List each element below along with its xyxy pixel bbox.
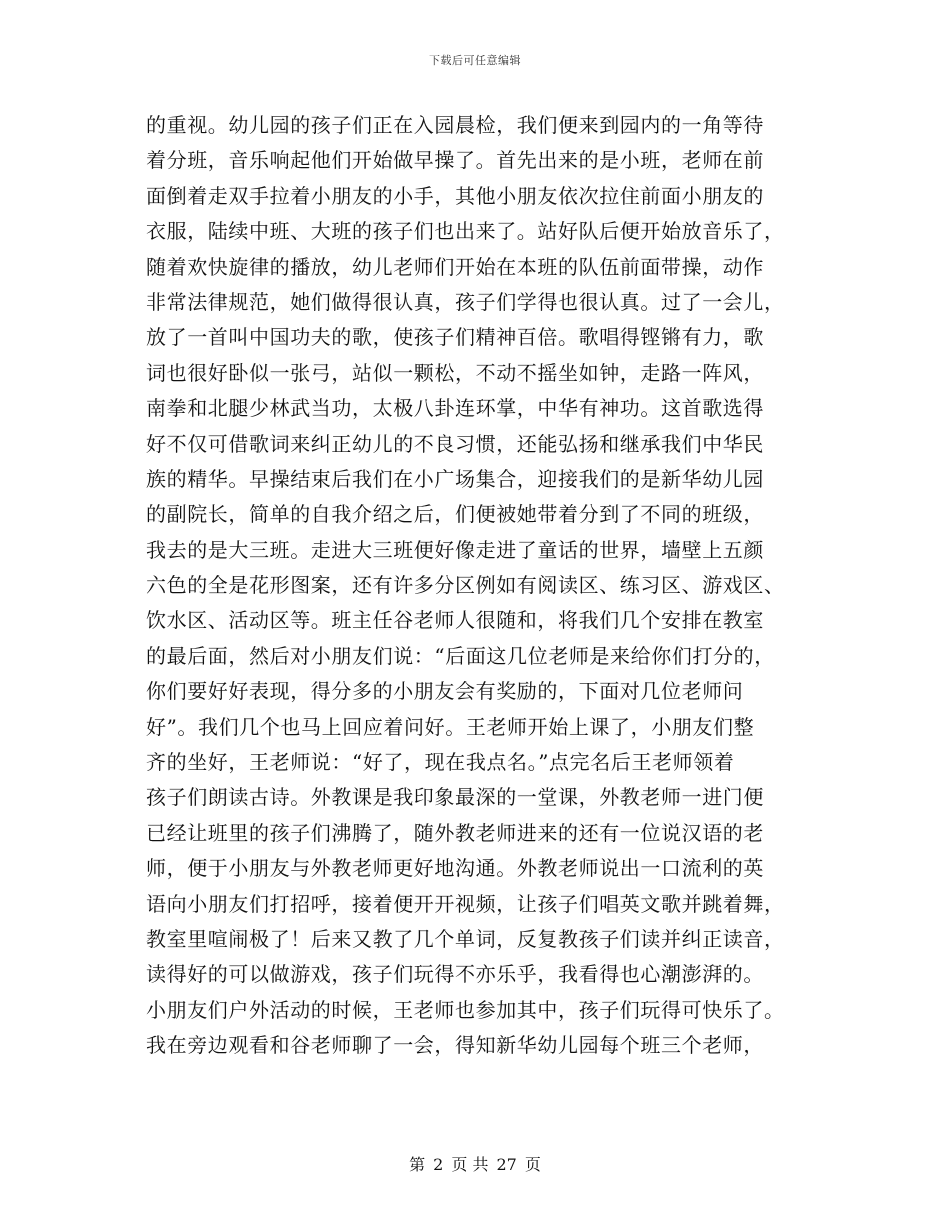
text-line: 面倒着走双手拉着小朋友的小手，其他小朋友依次拉住前面小朋友的 [146,183,764,208]
text-line: 好”。我们几个也马上回应着问好。王老师开始上课了，小朋友们整 [146,714,755,739]
text-line: 的重视。幼儿园的孩子们正在入园晨检，我们便来到园内的一角等待 [146,113,764,137]
text-line: 随着欢快旋律的播放，幼儿老师们开始在本班的队伍前面带操，动作 [146,254,764,279]
text-line: 教室里喧闹极了！后来又教了几个单词，反复教孩子们读并纠正读音， [146,926,785,951]
footer-suffix: 页 [524,1155,541,1174]
total-pages: 27 [496,1155,517,1174]
document-body [146,108,806,1064]
text-line: 读得好的可以做游戏，孩子们玩得不亦乐乎，我看得也心潮澎湃的。 [146,962,764,987]
text-line: 好不仅可借歌词来纠正幼儿的不良习惯，还能弘扬和继承我们中华民 [146,431,764,456]
footer-middle: 页 共 [451,1155,489,1174]
text-line: 族的精华。早操结束后我们在小广场集合，迎接我们的是新华幼儿园 [146,466,764,491]
text-line: 六色的全是花形图案，还有许多分区例如有阅读区、练习区、游戏区、 [146,573,785,598]
text-line: 南拳和北腿少林武当功，太极八卦连环掌，中华有神功。这首歌选得 [146,396,764,421]
text-line: 孩子们朗读古诗。外教课是我印象最深的一堂课，外教老师一进门便 [146,785,764,810]
text-line: 放了一首叫中国功夫的歌，使孩子们精神百倍。歌唱得铿锵有力，歌 [146,325,764,350]
text-line: 齐的坐好，王老师说：“好了，现在我点名。”点完名后王老师领着 [146,750,735,775]
footer-prefix: 第 [409,1155,426,1174]
page-footer [0,1152,950,1175]
text-line: 非常法律规范，她们做得很认真，孩子们学得也很认真。过了一会儿， [146,289,785,314]
text-line: 已经让班里的孩子们沸腾了，随外教老师进来的还有一位说汉语的老 [146,820,764,845]
text-line: 衣服，陆续中班、大班的孩子们也出来了。站好队后便开始放音乐了， [146,219,785,244]
text-line: 着分班，音乐响起他们开始做早操了。首先出来的是小班，老师在前 [146,148,764,173]
text-line: 你们要好好表现，得分多的小朋友会有奖励的，下面对几位老师问 [146,679,744,704]
text-line: 小朋友们户外活动的时候，王老师也参加其中，孩子们玩得可快乐了。 [146,997,785,1022]
text-line: 的副院长，简单的自我介绍之后，们便被她带着分到了不同的班级， [146,502,764,527]
page-header: 下载后可任意编辑 [429,54,521,67]
text-line: 的最后面，然后对小朋友们说：“后面这几位老师是来给你们打分的， [146,643,775,668]
text-line: 师，便于小朋友与外教老师更好地沟通。外教老师说出一口流利的英 [146,856,764,881]
text-line: 饮水区、活动区等。班主任谷老师人很随和，将我们几个安排在教室 [146,608,764,633]
text-line: 语向小朋友们打招呼，接着便开开视频，让孩子们唱英文歌并跳着舞， [146,891,785,916]
text-line: 词也很好卧似一张弓，站似一颗松，不动不摇坐如钟，走路一阵风， [146,360,764,385]
page-number: 2 [433,1155,444,1174]
text-line: 我去的是大三班。走进大三班便好像走进了童话的世界，墙壁上五颜 [146,537,764,562]
text-line: 我在旁边观看和谷老师聊了一会，得知新华幼儿园每个班三个老师， [146,1033,764,1058]
